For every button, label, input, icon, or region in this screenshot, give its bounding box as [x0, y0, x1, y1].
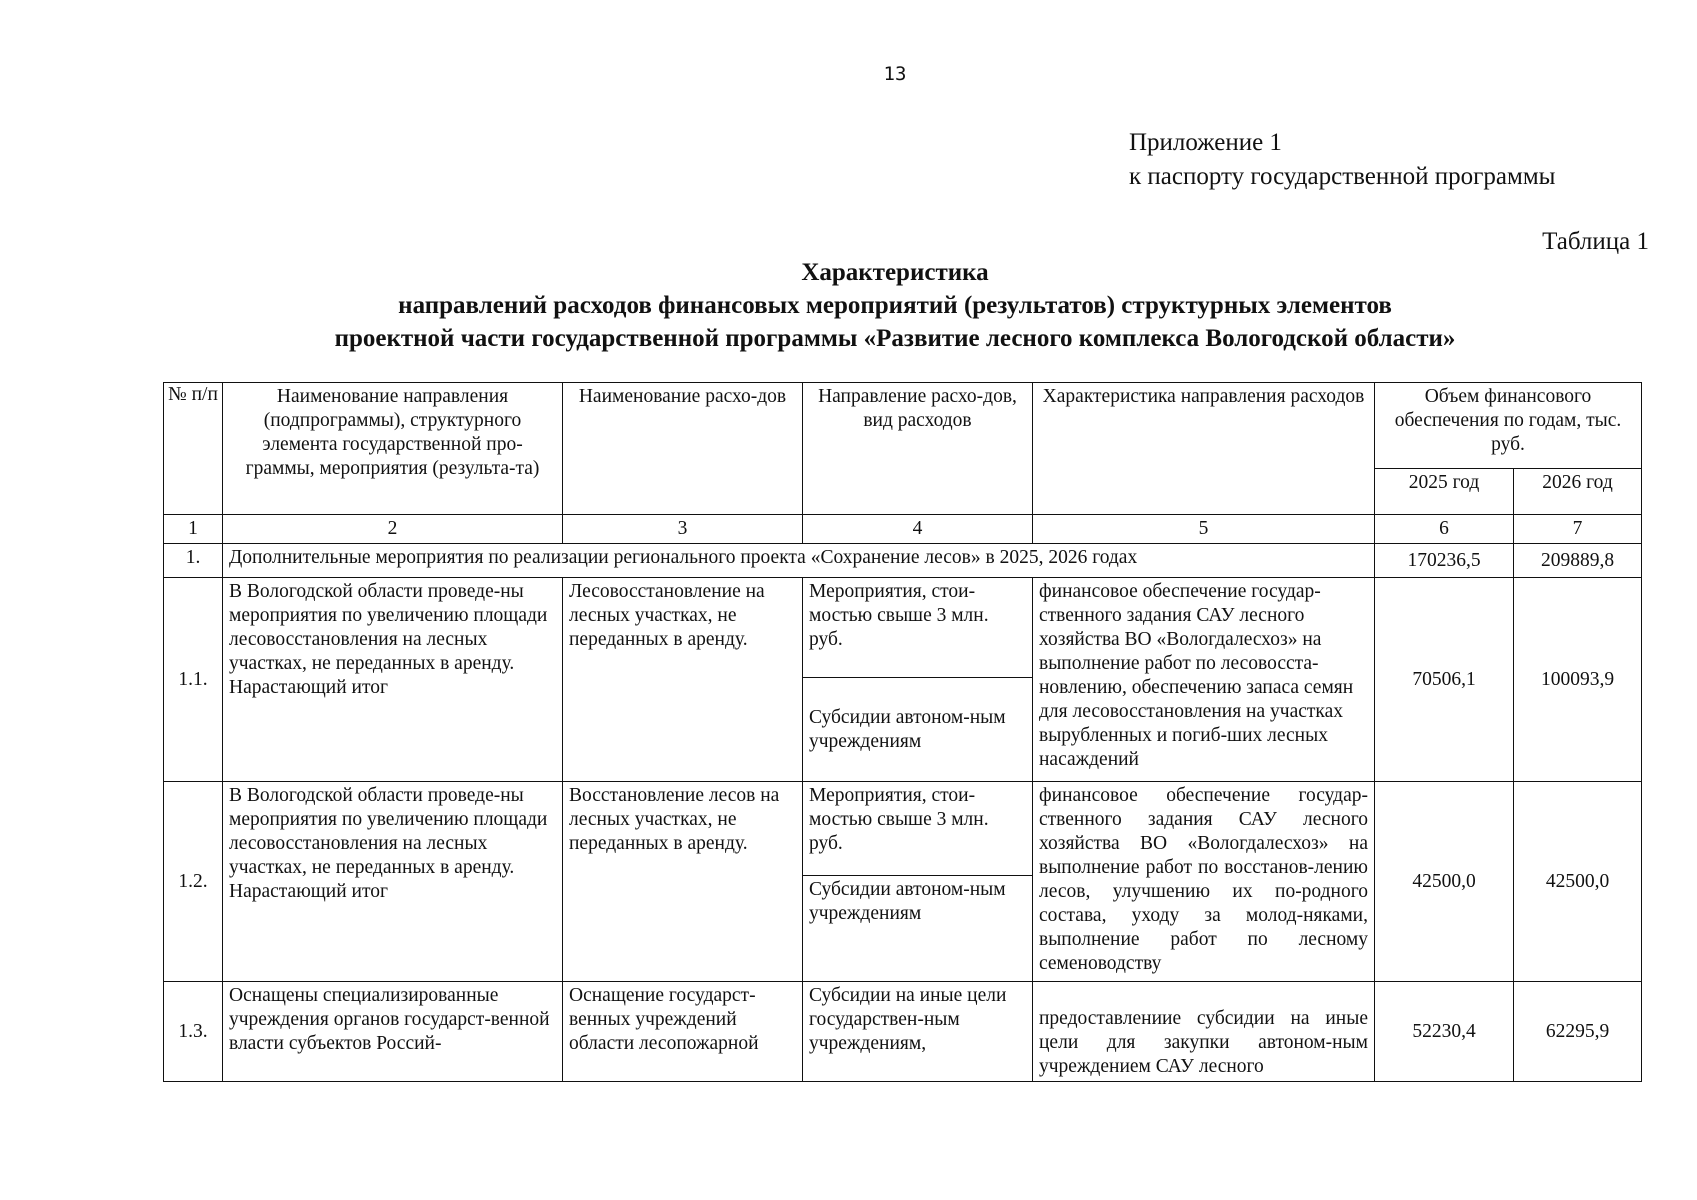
expenditure-table — [163, 382, 1642, 1082]
appendix-line-1: Приложение 1 — [1129, 129, 1282, 156]
row-characteristic: предоставлениие субсидии на иные цели для закупки автоном-ным учреждением САУ лесного — [1033, 982, 1375, 1082]
row-value-2025: 42500,0 — [1375, 782, 1514, 982]
page-number: 13 — [883, 63, 907, 85]
title-line-2: направлений расходов финансовых мероприятий (результатов) структурных элементов — [398, 292, 1392, 319]
header-num: № п/п — [164, 383, 223, 515]
row-direction-1: Мероприятия, стои-мостью свыше 3 млн. руб. — [803, 578, 1033, 678]
column-number: 2 — [223, 515, 563, 544]
row-value-2026: 42500,0 — [1514, 782, 1642, 982]
appendix-note — [1129, 126, 1555, 194]
appendix-line-2: к паспорту государственной программы — [1129, 163, 1556, 190]
header-year-2025: 2025 год — [1375, 469, 1514, 515]
row-value-2025: 70506,1 — [1375, 578, 1514, 782]
section-value-2025: 170236,5 — [1375, 544, 1514, 578]
row-num: 1.1. — [164, 578, 223, 782]
table-label: Таблица 1 — [1542, 228, 1649, 255]
row-direction-2: Субсидии автоном-ным учреждениям — [803, 876, 1033, 982]
row-name: Оснащены специализированные учреждения органов государст-венной власти субъектов Россий- — [223, 982, 563, 1082]
table-row — [164, 578, 1642, 678]
row-expense: Восстановление лесов на лесных участках, не переданных в аренду. — [563, 782, 803, 982]
column-number: 3 — [563, 515, 803, 544]
table-row — [164, 982, 1642, 1082]
row-value-2026: 100093,9 — [1514, 578, 1642, 782]
row-direction-1: Субсидии на иные цели государствен-ным учреждениям, — [803, 982, 1033, 1082]
header-row — [164, 383, 1642, 469]
header-year-2026: 2026 год — [1514, 469, 1642, 515]
column-number: 5 — [1033, 515, 1375, 544]
row-characteristic: финансовое обеспечение государ-ственного задания САУ лесного хозяйства ВО «Вологдалесхоз» на выполнение работ по восстанов-лению лесов, улучшению их по-родного состава, уходу за молод-няками, выполнение работ по лесному семеноводству — [1033, 782, 1375, 982]
row-name: В Вологодской области проведе-ны мероприятия по увеличению площади лесовосстановления на лесных участках, не переданных в аренду. Нарастающий итог — [223, 782, 563, 982]
row-expense: Оснащение государст-венных учреждений области лесопожарной — [563, 982, 803, 1082]
row-direction-2: Субсидии автоном-ным учреждениям — [803, 678, 1033, 782]
title-line-3: проектной части государственной программы «Развитие лесного комплекса Вологодской области» — [334, 325, 1456, 352]
row-characteristic: финансовое обеспечение государ-ственного задания САУ лесного хозяйства ВО «Вологдалесхоз» на выполнение работ по лесовосста-новлению, обеспечению запаса семян для лесовосстановления на участках вырубленных и погиб-ших лесных насаждений — [1033, 578, 1375, 782]
header-name: Наименование направления (подпрограммы), структурного элемента государственной про-граммы, мероприятия (результа-та) — [223, 383, 563, 515]
row-name: В Вологодской области проведе-ны мероприятия по увеличению площади лесовосстановления на лесных участках, не переданных в аренду. Нарастающий итог — [223, 578, 563, 782]
row-num: 1.2. — [164, 782, 223, 982]
section-value-2026: 209889,8 — [1514, 544, 1642, 578]
section-text: Дополнительные мероприятия по реализации регионального проекта «Сохранение лесов» в 2025, 2026 годах — [223, 544, 1375, 578]
column-number: 6 — [1375, 515, 1514, 544]
row-direction-1: Мероприятия, стои-мостью свыше 3 млн. руб. — [803, 782, 1033, 876]
row-num: 1.3. — [164, 982, 223, 1082]
header-expense: Наименование расхо-дов — [563, 383, 803, 515]
column-numbers-row — [164, 515, 1642, 544]
document-title — [0, 256, 1697, 355]
column-number: 7 — [1514, 515, 1642, 544]
header-direction: Направление расхо-дов, вид расходов — [803, 383, 1033, 515]
section-num: 1. — [164, 544, 223, 578]
header-characteristic: Характеристика направления расходов — [1033, 383, 1375, 515]
row-value-2025: 52230,4 — [1375, 982, 1514, 1082]
table-row — [164, 782, 1642, 876]
row-expense: Лесовосстановление на лесных участках, не переданных в аренду. — [563, 578, 803, 782]
column-number: 4 — [803, 515, 1033, 544]
section-row — [164, 544, 1642, 578]
title-line-1: Характеристика — [801, 259, 989, 286]
header-funding: Объем финансового обеспечения по годам, тыс. руб. — [1375, 383, 1642, 469]
row-value-2026: 62295,9 — [1514, 982, 1642, 1082]
column-number: 1 — [164, 515, 223, 544]
